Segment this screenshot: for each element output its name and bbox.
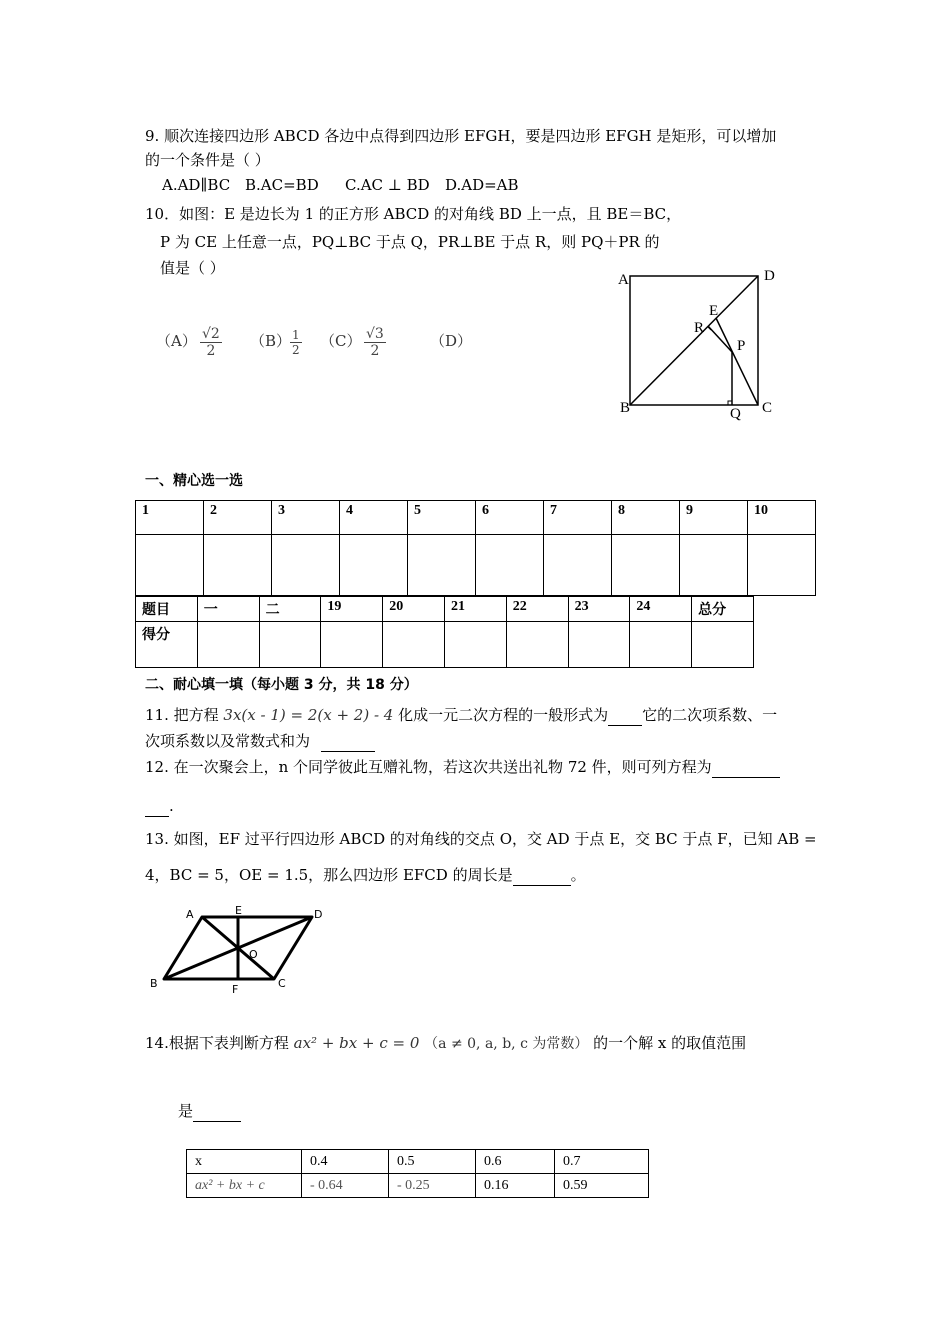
value-table-row-y: [187, 1174, 649, 1198]
label-b: B: [150, 977, 158, 990]
q10-square-figure: [610, 262, 790, 427]
q11-line2: [145, 731, 375, 752]
q11-suffix2: 它的二次项系数、一: [642, 706, 778, 724]
label-f: F: [232, 983, 239, 996]
q10-line1: 10．如图：E 是边长为 1 的正方形 ABCD 的对角线 BD 上一点，且 BE＝BC，: [145, 205, 682, 223]
q14-value-table: [186, 1149, 649, 1198]
q13-line2: [145, 865, 586, 886]
q9-option-b: B.AC=BD: [245, 176, 319, 194]
q9-option-c: C.AC ⊥ BD: [345, 176, 430, 194]
score-table: [135, 596, 754, 668]
q10-opt-a-fraction: [200, 326, 222, 359]
answer-cell[interactable]: [272, 535, 340, 596]
score-header: 19: [321, 597, 383, 622]
value-table-row-x: [187, 1150, 649, 1174]
value-cell: x: [187, 1150, 302, 1174]
q11-answer-blank-2[interactable]: [321, 731, 375, 752]
segment-ce: [716, 318, 758, 405]
q9-option-a: A.AD∥BC: [162, 176, 231, 194]
section2-title: 二、耐心填一填（每小题 3 分，共 18 分）: [145, 677, 418, 693]
answer-cell[interactable]: [748, 535, 816, 596]
answer-cell[interactable]: [408, 535, 476, 596]
q12-answer-blank-2[interactable]: [145, 796, 169, 817]
section1-title: 一、精心选一选: [145, 473, 243, 489]
q12-line2: [145, 796, 174, 817]
score-cell[interactable]: [197, 622, 259, 668]
answer-number: 2: [204, 501, 272, 535]
segment-pr: [708, 326, 732, 352]
score-cell[interactable]: [321, 622, 383, 668]
score-cell[interactable]: [630, 622, 692, 668]
q12-answer-blank-1[interactable]: [712, 757, 780, 778]
label-a: A: [186, 908, 194, 921]
q14-line2: [178, 1101, 241, 1122]
value-cell: ax² + bx + c: [187, 1174, 302, 1198]
q11-suffix: 化成一元二次方程的一般形式为: [398, 706, 609, 724]
q11-line2-text: 次项系数以及常数式和为: [145, 732, 311, 750]
frac-denominator: 2: [206, 343, 216, 359]
answer-cell[interactable]: [476, 535, 544, 596]
score-header: 22: [506, 597, 568, 622]
q13-parallelogram-figure: [145, 900, 335, 1000]
q13-line2-end: 。: [570, 866, 586, 884]
answer-number: 10: [748, 501, 816, 535]
label-e: E: [235, 904, 242, 917]
score-cell[interactable]: [568, 622, 630, 668]
answer-cell[interactable]: [544, 535, 612, 596]
q11-line1: [145, 705, 777, 726]
answer-number: 7: [544, 501, 612, 535]
answer-number: 3: [272, 501, 340, 535]
answer-number: 1: [136, 501, 204, 535]
answer-table-header-row: [136, 501, 816, 535]
label-r: R: [694, 320, 705, 336]
answer-number: 8: [612, 501, 680, 535]
answer-table-blank-row: [136, 535, 816, 596]
q13-answer-blank[interactable]: [513, 865, 571, 886]
answer-cell[interactable]: [340, 535, 408, 596]
score-cell[interactable]: [383, 622, 445, 668]
q14-suffix: 的一个解 x 的取值范围: [593, 1034, 747, 1052]
value-cell: 0.5: [389, 1150, 476, 1174]
q10-opt-b-fraction: [290, 328, 302, 357]
label-q: Q: [730, 406, 741, 422]
q10-line3: 值是（ ）: [160, 259, 225, 277]
answer-number: 9: [680, 501, 748, 535]
q10-opt-c-label: （C）: [320, 332, 362, 350]
score-cell[interactable]: [259, 622, 321, 668]
answer-cell[interactable]: [612, 535, 680, 596]
frac-denominator: 2: [370, 343, 380, 359]
value-cell: - 0.25: [389, 1174, 476, 1198]
value-cell: 0.4: [302, 1150, 389, 1174]
label-b: B: [620, 400, 631, 416]
value-cell: - 0.64: [302, 1174, 389, 1198]
q11-prefix: 11. 把方程: [145, 706, 219, 724]
frac-numerator: √3: [366, 326, 384, 342]
score-table-score-row: [136, 622, 754, 668]
label-d: D: [314, 908, 323, 921]
q14-answer-blank[interactable]: [193, 1101, 241, 1122]
label-c: C: [762, 400, 773, 416]
q14-equation: ax² + bx + c = 0: [293, 1034, 420, 1052]
answer-table: [135, 500, 816, 596]
q13-line1: 13. 如图，EF 过平行四边形 ABCD 的对角线的交点 O，交 AD 于点 E，交 BC 于点 F，已知 AB =: [145, 830, 817, 848]
value-cell: 0.6: [476, 1150, 555, 1174]
q14-line2-text: 是: [178, 1102, 194, 1120]
label-o: O: [249, 948, 258, 961]
score-table-header-row: [136, 597, 754, 622]
label-d: D: [764, 268, 775, 284]
score-cell[interactable]: [692, 622, 754, 668]
q12-line1: [145, 757, 780, 778]
q11-equation: 3x(x - 1) = 2(x + 2) - 4: [223, 706, 394, 724]
label-a: A: [618, 272, 629, 288]
q9-line2: 的一个条件是（ ）: [145, 151, 270, 169]
score-header: 20: [383, 597, 445, 622]
score-header: 二: [259, 597, 321, 622]
answer-number: 4: [340, 501, 408, 535]
score-header: 24: [630, 597, 692, 622]
answer-cell[interactable]: [136, 535, 204, 596]
answer-cell[interactable]: [204, 535, 272, 596]
score-header: 23: [568, 597, 630, 622]
answer-number: 5: [408, 501, 476, 535]
score-header: 21: [444, 597, 506, 622]
score-cell[interactable]: [444, 622, 506, 668]
value-cell: 0.16: [476, 1174, 555, 1198]
frac-denominator: 2: [292, 343, 300, 357]
value-cell: 0.59: [555, 1174, 649, 1198]
q10-opt-b-label: （B）: [250, 332, 292, 350]
score-header: 一: [197, 597, 259, 622]
q14-prefix: 14.根据下表判断方程: [145, 1034, 289, 1052]
value-cell: 0.7: [555, 1150, 649, 1174]
q14-condition: （a ≠ 0, a, b, c 为常数）: [424, 1036, 589, 1052]
score-header: 题目: [136, 597, 198, 622]
q12-line2-end: .: [169, 797, 174, 815]
score-cell[interactable]: [506, 622, 568, 668]
q9-line1: 9. 顺次连接四边形 ABCD 各边中点得到四边形 EFGH，要是四边形 EFGH 是矩形，可以增加: [145, 127, 777, 145]
q10-opt-c-fraction: [364, 326, 386, 359]
q10-opt-d-label: （D）: [430, 332, 473, 350]
q14-line1: [145, 1033, 746, 1054]
label-c: C: [278, 977, 286, 990]
q12-line1-text: 12. 在一次聚会上，n 个同学彼此互赠礼物，若这次共送出礼物 72 件，则可列方程为: [145, 758, 712, 776]
frac-numerator: 1: [292, 328, 300, 342]
label-e: E: [709, 303, 719, 319]
answer-number: 6: [476, 501, 544, 535]
q9-option-d: D.AD=AB: [445, 176, 519, 194]
q10-line2: P 为 CE 上任意一点，PQ⊥BC 于点 Q，PR⊥BE 于点 R，则 PQ＋PR 的: [160, 233, 660, 251]
label-p: P: [737, 338, 746, 354]
q11-answer-blank-1[interactable]: [608, 705, 642, 726]
score-header: 总分: [692, 597, 754, 622]
frac-numerator: √2: [202, 326, 220, 342]
q10-opt-a-label: （A）: [156, 332, 197, 350]
score-row-label: 得分: [136, 622, 198, 668]
answer-cell[interactable]: [680, 535, 748, 596]
q13-line2-text: 4，BC = 5，OE = 1.5，那么四边形 EFCD 的周长是: [145, 866, 513, 884]
